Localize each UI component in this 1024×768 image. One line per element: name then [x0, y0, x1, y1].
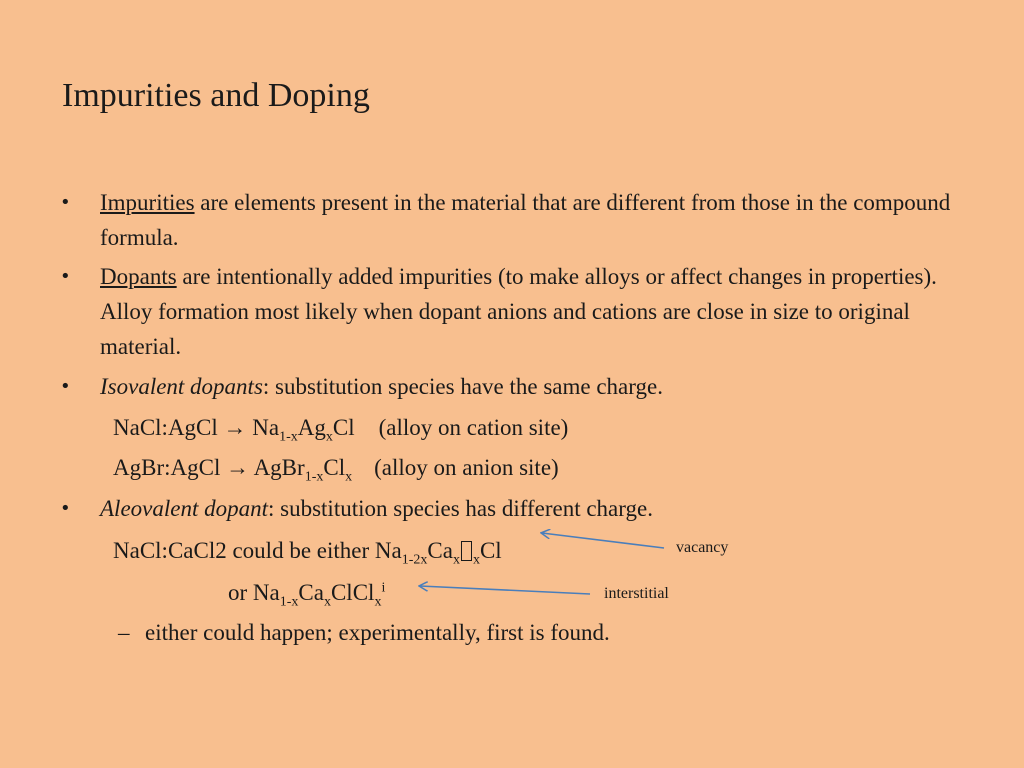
slide-title: Impurities and Doping	[62, 77, 370, 114]
bullet-dot-icon: •	[60, 192, 71, 213]
bullet-dot-icon: •	[60, 266, 71, 287]
example-agbr-agcl: AgBr:AgCl → $AgBr_{1-x}Cl_x$ (alloy on anion site)	[113, 455, 559, 485]
term-isovalent: Isovalent dopants	[100, 374, 263, 399]
bullet-text: : substitution species have the same charge.	[262, 374, 663, 399]
bullet-dot-icon: •	[60, 376, 71, 397]
example-nacl-cacl2: NaCl:CaCl2 could be either $Na_{1-2x}Ca_x$ $_x$Cl	[113, 538, 502, 568]
vacancy-arrow	[542, 533, 664, 548]
example-nacl-agcl: NaCl:AgCl → $Na_{1-x}Ag_xCl$ (alloy on cation site)	[113, 415, 569, 445]
sub-bullet-dash: –	[118, 620, 130, 645]
term-aleovalent: Aleovalent dopant	[100, 496, 268, 521]
example-note: (alloy on cation site)	[378, 415, 569, 440]
annotation-vacancy: vacancy	[676, 539, 729, 556]
annotation-interstitial: interstitial	[604, 585, 669, 602]
bullet-dot-icon: •	[60, 498, 71, 519]
sub-bullet-text: either could happen; experimentally, first is found.	[145, 620, 610, 645]
interstitial-arrow	[420, 586, 590, 594]
bullet-text: are elements present in the material that are different from those in the compound formula.	[100, 190, 951, 250]
example-note: (alloy on anion site)	[374, 455, 559, 480]
bullet-text: are intentionally added impurities (to make alloys or affect changes in properties). Alloy formation most likely when dopant anions and cations are close in size to original material.	[100, 264, 937, 359]
bullet-text: : substitution species has different charge.	[268, 496, 653, 521]
term-dopants: Dopants	[100, 264, 177, 289]
term-impurities: Impurities	[100, 190, 195, 215]
example-or-interstitial: or $Na_{1-x}Ca_xClCl_x^i$	[228, 580, 386, 610]
